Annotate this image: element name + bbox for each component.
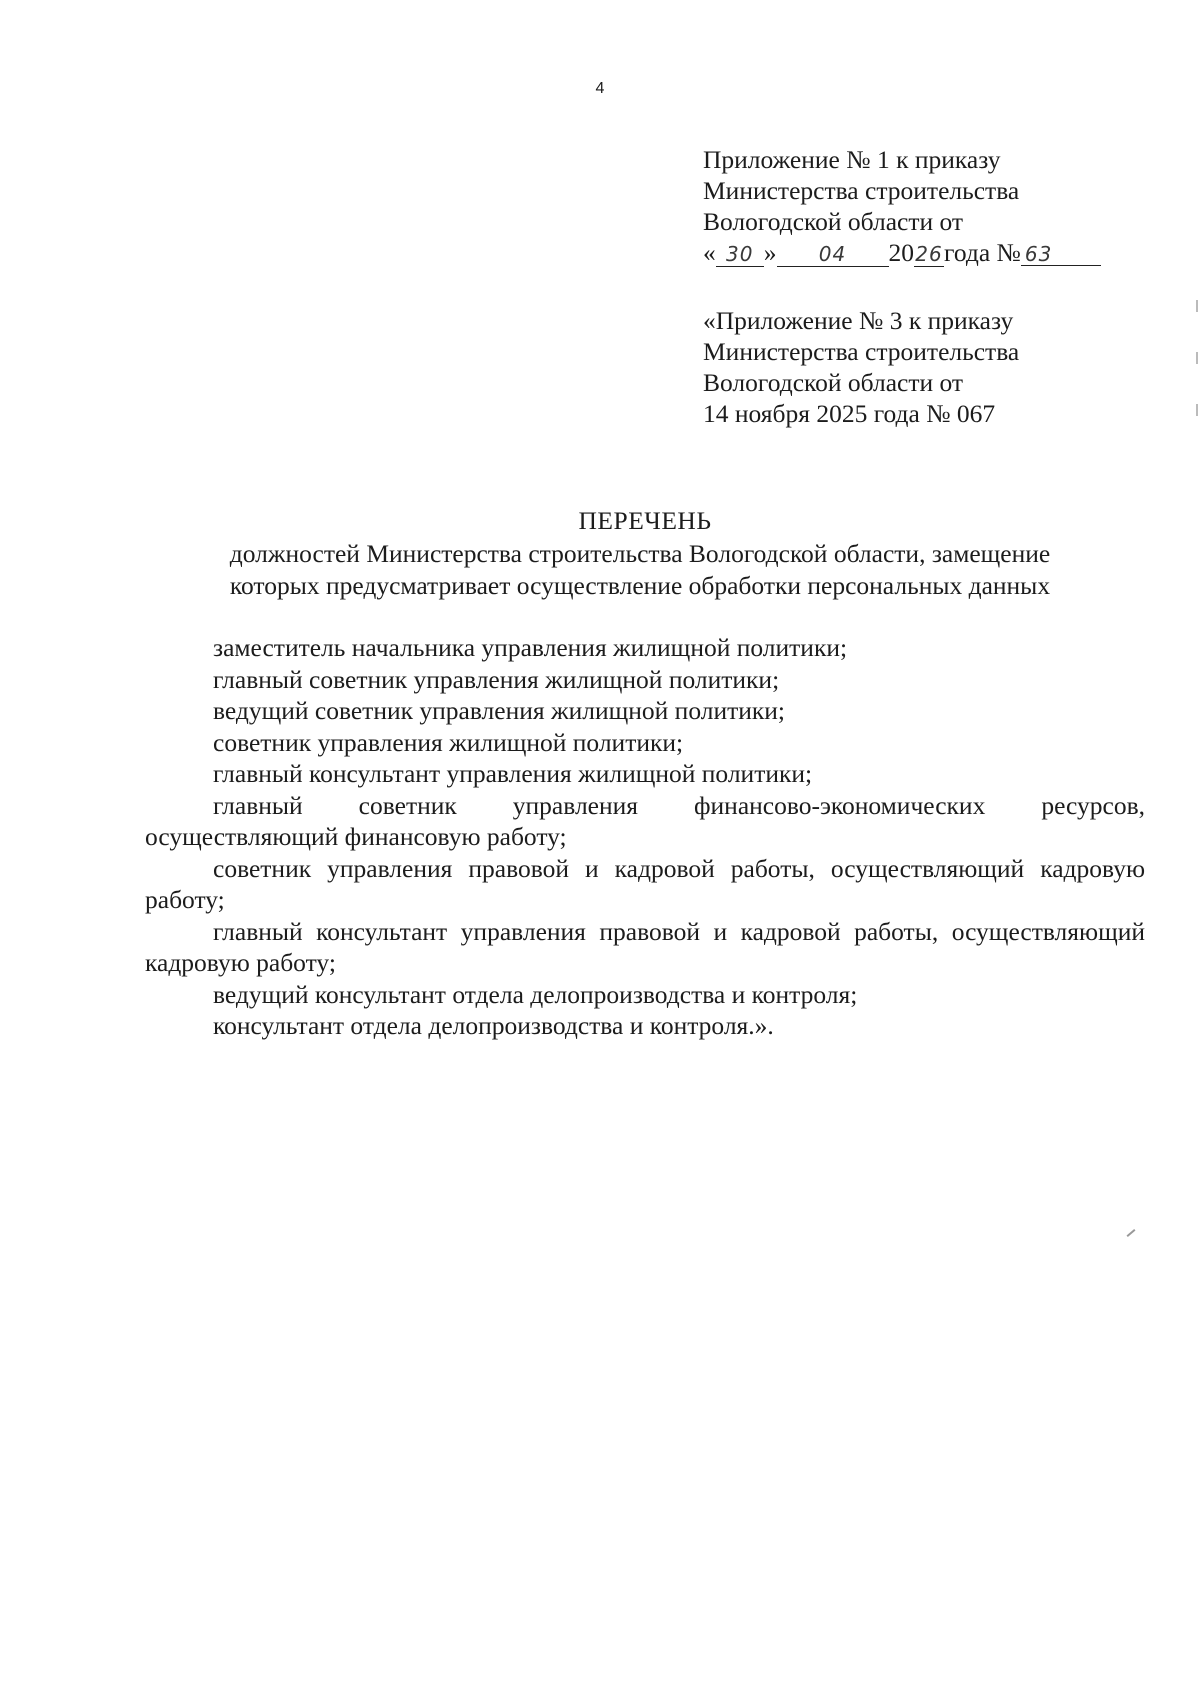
list-item: советник управления жилищной политики; [213, 727, 684, 757]
appendix-3-line-1: «Приложение № 3 к приказу [703, 306, 1014, 335]
scan-mark [1196, 352, 1198, 364]
date-month-handwritten: 04 [818, 242, 847, 266]
order-number-field [1021, 238, 1101, 266]
list-item: главный консультант управления правовой и кадровой работы, осуществляющий кадровую работу; [145, 916, 1145, 977]
appendix-3-header [703, 305, 1019, 429]
date-month-field [777, 238, 889, 267]
appendix-3-line-2: Министерства строительства [703, 337, 1020, 366]
appendix-1-date-line [703, 237, 1101, 268]
document-subtitle [140, 538, 1140, 602]
list-item: консультант отдела делопроизводства и контроля.». [213, 1011, 774, 1040]
date-open-quote: « [703, 238, 716, 267]
list-item: ведущий консультант отдела делопроизводства и контроля; [213, 979, 858, 1009]
scan-mark [1196, 404, 1198, 416]
list-item: ведущий советник управления жилищной политики; [213, 696, 786, 725]
year-word: года № [944, 238, 1021, 267]
year-suffix-handwritten: 26 [915, 242, 943, 266]
list-item: советник управления правовой и кадровой работы, осуществляющий кадровую работу; [145, 853, 1145, 914]
document-title: ПЕРЕЧЕНЬ [578, 506, 712, 535]
subtitle-line-1: должностей Министерства строительства Вологодской области, замещение [229, 539, 1051, 568]
list-item: главный советник управления финансово-экономических ресурсов, осуществляющий финансовую работу; [145, 790, 1145, 851]
appendix-3-line-3: Вологодской области от [703, 368, 964, 397]
stray-pen-mark [1127, 1229, 1136, 1237]
date-close-quote: » [763, 238, 777, 267]
appendix-1-line-1: Приложение № 1 к приказу [703, 145, 1001, 174]
list-item: главный советник управления жилищной политики; [213, 664, 780, 694]
scan-mark [1196, 300, 1198, 312]
appendix-1-line-2: Министерства строительства [703, 176, 1020, 205]
list-item: главный консультант управления жилищной политики; [213, 759, 813, 788]
page-number: 4 [595, 80, 605, 97]
appendix-1-header [703, 144, 1101, 268]
list-item: заместитель начальника управления жилищной политики; [213, 633, 848, 662]
year-prefix: 20 [888, 238, 914, 267]
positions-list [145, 632, 1145, 1042]
scan-margin-marks [1192, 300, 1200, 500]
appendix-3-line-4: 14 ноября 2025 года № 067 [703, 399, 996, 428]
appendix-1-line-3: Вологодской области от [703, 207, 964, 236]
date-day-field [716, 238, 764, 267]
order-number-handwritten: 63 [1024, 242, 1053, 266]
year-suffix-field [914, 238, 944, 267]
date-day-handwritten: 30 [726, 242, 754, 266]
subtitle-line-2: которых предусматривает осуществление обработки персональных данных [229, 571, 1051, 600]
